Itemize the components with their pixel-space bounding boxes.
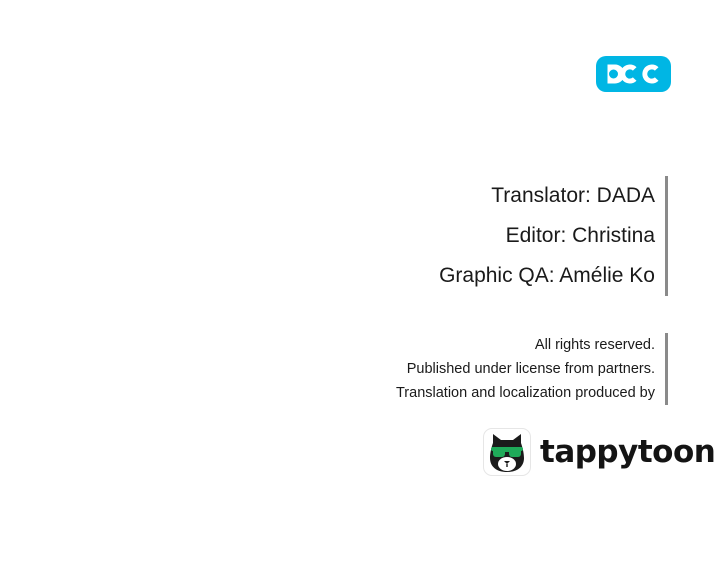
brand-lockup	[483, 428, 715, 476]
rights-line-localization: Translation and localization produced by	[395, 385, 655, 401]
tappytoon-cat-icon	[483, 428, 531, 476]
credit-line-graphic-qa: Graphic QA: Amélie Ko	[439, 264, 655, 287]
rights-line-all-rights: All rights reserved.	[534, 337, 655, 353]
dcc-logo-icon	[606, 63, 662, 85]
rights-block	[300, 333, 668, 405]
rights-line-license: Published under license from partners.	[406, 361, 655, 377]
credit-line-translator: Translator: DADA	[491, 184, 655, 207]
publisher-logo-badge	[596, 56, 671, 92]
credits-block	[300, 176, 668, 296]
credit-line-editor: Editor: Christina	[505, 224, 655, 247]
tappytoon-wordmark: tappytoon	[540, 433, 716, 470]
